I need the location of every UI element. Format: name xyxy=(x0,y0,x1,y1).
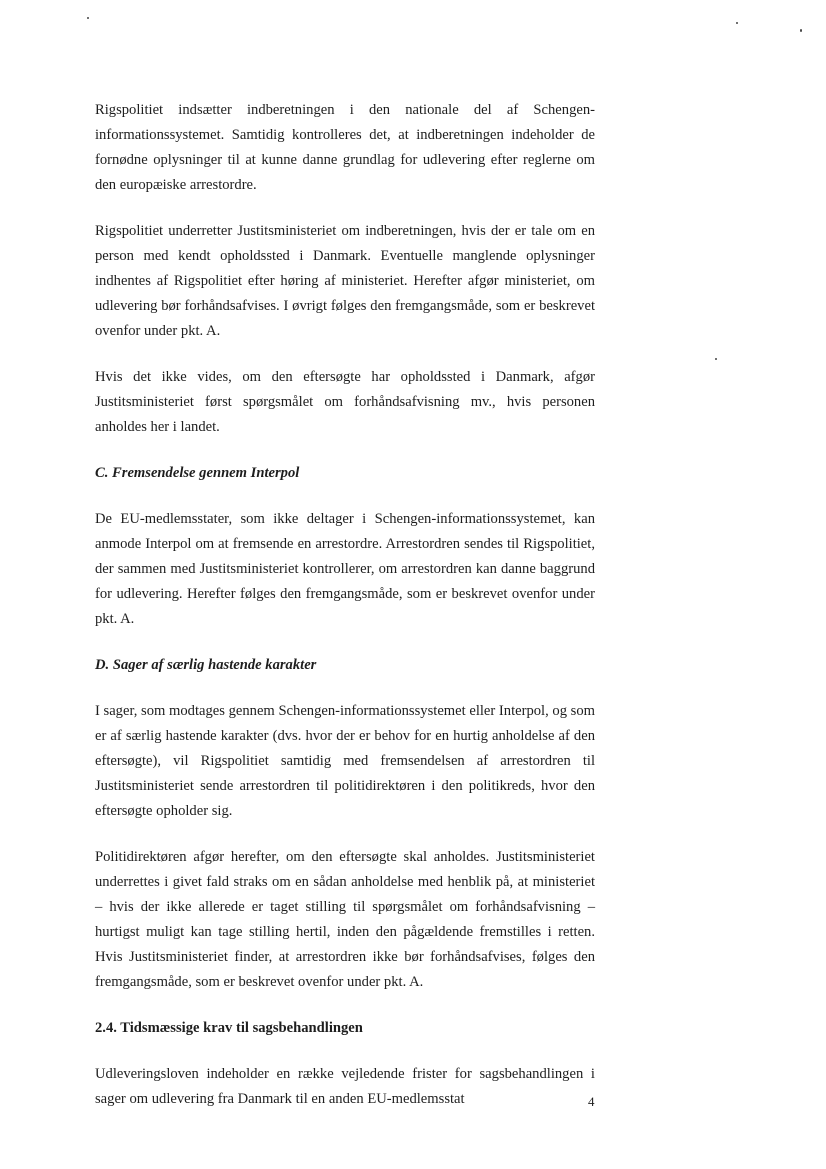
section-heading-d: D. Sager af særlig hastende karakter xyxy=(95,657,317,673)
paragraph: Hvis det ikke vides, om den eftersøgte har opholdssted i Danmark, afgør Justitsministeriet først spørgsmålet om forhåndsafvisning mv., hvis personen anholdes her i landet. xyxy=(95,369,595,435)
paragraph: I sager, som modtages gennem Schengen-informationssystemet eller Interpol, og som er af særlig hastende karakter (dvs. hvor der er behov for en hurtig anholdelse af den eftersøgte), vil Rigspolitiet samtidig med fremsendelsen af arrestordren til Justitsministeriet sende arrestordren til politidirektøren i den politikreds, hvor den eftersøgte opholder sig. xyxy=(95,703,595,819)
scan-speck xyxy=(87,17,89,19)
paragraph: Rigspolitiet indsætter indberetningen i den nationale del af Schengen-informationssystemet. Samtidig kontrolleres det, at indberetningen indeholder de fornødne oplysninger til at kunne danne grundlag for udlevering efter reglerne om den europæiske arrestordre. xyxy=(95,102,595,193)
paragraph: De EU-medlemsstater, som ikke deltager i Schengen-informationssystemet, kan anmode Interpol om at fremsende en arrestordre. Arrestordren sendes til Rigspolitiet, der sammen med Justitsministeriet kontrollerer, om arrestordren kan danne baggrund for udlevering. Herefter følges den fremgangsmåde, som er beskrevet ovenfor under pkt. A. xyxy=(95,511,595,627)
scan-speck xyxy=(736,22,738,24)
section-heading-2-4: 2.4. Tidsmæssige krav til sagsbehandlingen xyxy=(95,1020,363,1036)
paragraph: Politidirektøren afgør herefter, om den eftersøgte skal anholdes. Justitsministeriet underrettes i givet fald straks om en sådan anholdelse med henblik på, at ministeriet – hvis der ikke allerede er taget stilling til spørgsmålet om forhåndsafvisning – hurtigst muligt kan tage stilling hertil, inden den pågældende fremstilles i retten. Hvis Justitsministeriet finder, at arrestordren ikke bør forhåndsafvises, følges den fremgangsmåde, som er beskrevet ovenfor under pkt. A. xyxy=(95,849,595,990)
paragraph: Rigspolitiet underretter Justitsministeriet om indberetningen, hvis der er tale om en person med kendt opholdssted i Danmark. Eventuelle manglende oplysninger indhentes af Rigspolitiet efter høring af ministeriet. Herefter afgør ministeriet, om udlevering bør forhåndsafvises. I øvrigt følges den fremgangsmåde, som er beskrevet ovenfor under pkt. A. xyxy=(95,223,595,339)
scan-speck xyxy=(715,358,717,360)
scan-speck xyxy=(800,29,802,32)
body-text xyxy=(95,98,595,1133)
page-number: 4 xyxy=(588,1094,595,1109)
paragraph: Udleveringsloven indeholder en række vejledende frister for sagsbehandlingen i sager om udlevering fra Danmark til en anden EU-medlemsstat xyxy=(95,1066,595,1107)
section-heading-c: C. Fremsendelse gennem Interpol xyxy=(95,465,300,481)
